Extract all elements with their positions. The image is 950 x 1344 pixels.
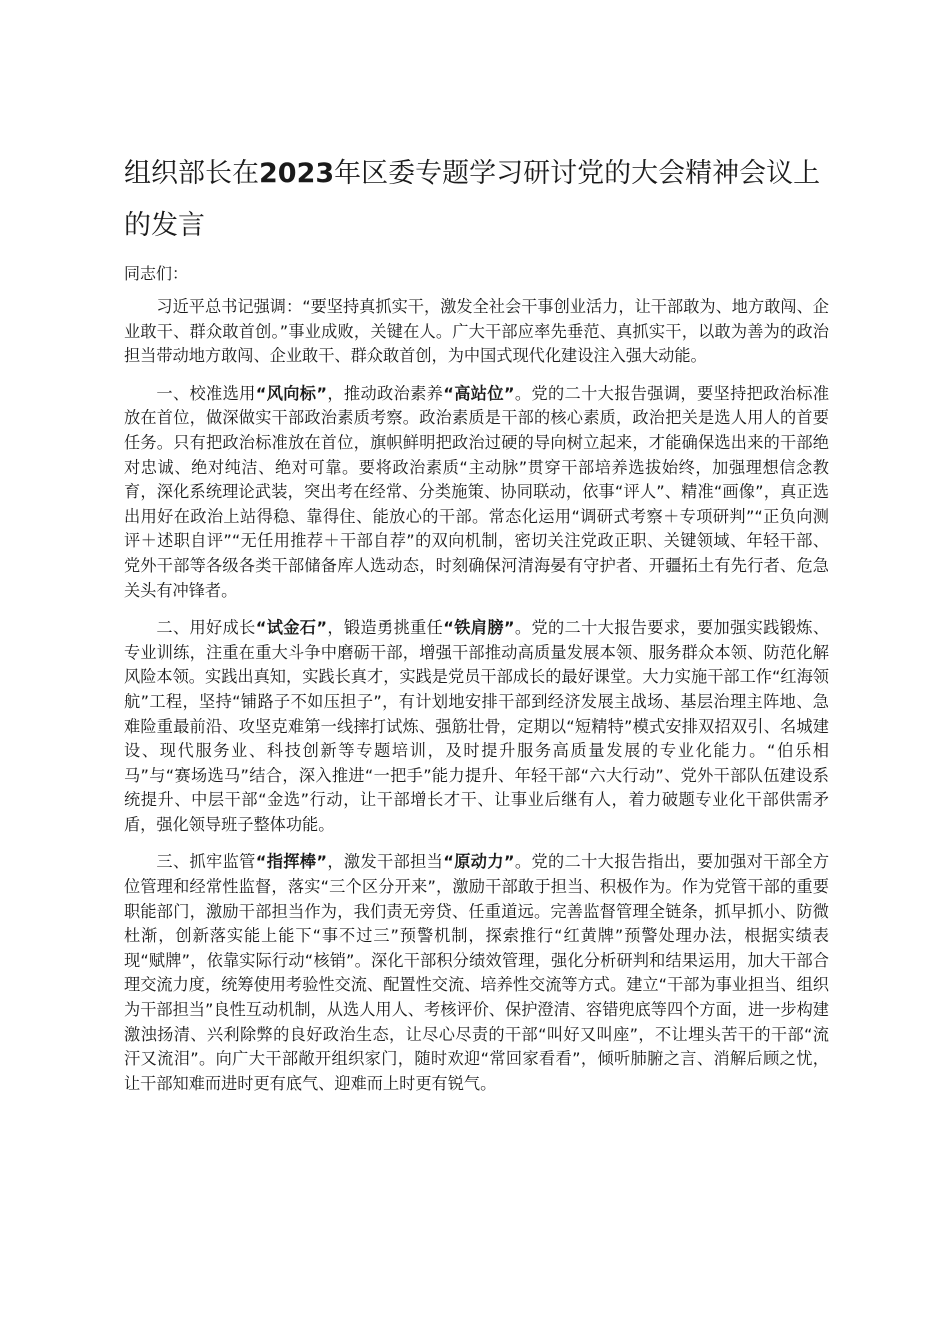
salutation: 同志们： <box>124 264 189 283</box>
section-3-keyword-1: “指挥棒” <box>255 852 327 872</box>
section-2-keyword-1: “试金石” <box>255 618 327 638</box>
section-2-body: 。党的二十大报告要求，要加强实践锻炼、专业训练，注重在重大斗争中磨砺干部，增强干部推动高质量发展本领、服务群众本领、防范化解风险本领。实践出真知，实践长真才，实践是党员干部成长的最好课堂。大力实施干部工作“红海领航”工程，坚持“铺路子不如压担子”，有计划地安排干部到经济发展主战场、基层治理主阵地、急难险重最前沿、攻坚克难第一线摔打试炼、强筋壮骨，定期以“短精特”模式安排双招双引、名城建设、现代服务业、科技创新等专题培训，及时提升服务高质量发展的专业化能力。“伯乐相马”与“赛场选马”结合，深入推进“一把手”能力提升、年轻干部“六大行动”、党外干部队伍建设系统提升、中层干部“金选”行动，让干部增长才干、让事业后继有人，着力破题专业化干部供需矛盾，强化领导班子整体功能。 <box>124 618 830 834</box>
document-body <box>124 295 829 1109</box>
paragraph-section-1 <box>124 382 829 603</box>
paragraph-section-3 <box>124 850 829 1096</box>
section-2-heading-a: 二、用好成长 <box>156 618 256 638</box>
paragraph-intro: 习近平总书记强调：“要坚持真抓实干，激发全社会干事创业活力，让干部敢为、地方敢闯、企业敢干、群众敢首创。”事业成败，关键在人。广大干部应率先垂范、真抓实干，以敢为善为的政治担当带动地方敢闯、企业敢干、群众敢首创，为中国式现代化建设注入强大动能。 <box>124 297 829 366</box>
section-2-heading-c: ，锻造勇挑重任 <box>327 618 444 638</box>
section-3-heading-c: ，激发干部担当 <box>327 852 444 872</box>
paragraph-section-2 <box>124 616 829 837</box>
section-1-heading-a: 一、校准选用 <box>156 383 256 403</box>
title-text-part1: 组织部长在 <box>124 158 259 189</box>
section-1-keyword-1: “风向标” <box>255 383 327 403</box>
section-1-heading-c: ，推动政治素养 <box>327 383 444 403</box>
document-title <box>124 148 844 252</box>
section-3-body: 。党的二十大报告指出，要加强对干部全方位管理和经常性监督，落实“三个区分开来”，激励干部敢于担当、积极作为。作为党管干部的重要职能部门，激励干部担当作为，我们责无旁贷、任重道远。完善监督管理全链条，抓早抓小、防微杜渐，创新落实能上能下“事不过三”预警机制，探索推行“红黄牌”预警处理办法，根据实绩表现“赋牌”，依靠实际行动“核销”。深化干部积分绩效管理，强化分析研判和结果运用，加大干部合理交流力度，统筹使用考验性交流、配置性交流、培养性交流等方式。建立“干部为事业担当、组织为干部担当”良性互动机制，从选人用人、考核评价、保护澄清、容错兜底等四个方面，进一步构建激浊扬清、兴利除弊的良好政治生态，让尽心尽责的干部“叫好又叫座”，不让埋头苦干的干部“流汗又流泪”。向广大干部敞开组织家门，随时欢迎“常回家看看”，倾听肺腑之言、消解后顾之忧，让干部知难而进时更有底气、迎难而上时更有锐气。 <box>124 852 830 1093</box>
section-3-keyword-2: “原动力” <box>443 852 515 872</box>
section-3-heading-a: 三、抓牢监管 <box>156 852 256 872</box>
title-text-part2: 年区委专题学习研讨党的大会精神会议上的发言 <box>124 158 821 241</box>
section-1-keyword-2: “高站位” <box>443 383 515 403</box>
section-1-body: 。党的二十大报告强调，要坚持把政治标准放在首位，做深做实干部政治素质考察。政治素质是干部的核心素质，政治把关是选人用人的首要任务。只有把政治标准放在首位，旗帜鲜明把政治过硬的导向树立起来，才能确保选出来的干部绝对忠诚、绝对纯洁、绝对可靠。要将政治素质“主动脉”贯穿干部培养选拔始终，加强理想信念教育，深化系统理论武装，突出考在经常、分类施策、协同联动，依事“评人”、精准“画像”，真正选出用好在政治上站得稳、靠得住、能放心的干部。常态化运用“调研式考察＋专项研判”“正负向测评＋述职自评”“无任用推荐＋干部自荐”的双向机制，密切关注党政正职、关键领域、年轻干部、党外干部等各级各类干部储备库人选动态，时刻确保河清海晏有守护者、开疆拓土有先行者、危急关头有冲锋者。 <box>124 383 830 600</box>
title-year: 2023 <box>259 158 335 189</box>
section-2-keyword-2: “铁肩膀” <box>443 618 515 638</box>
